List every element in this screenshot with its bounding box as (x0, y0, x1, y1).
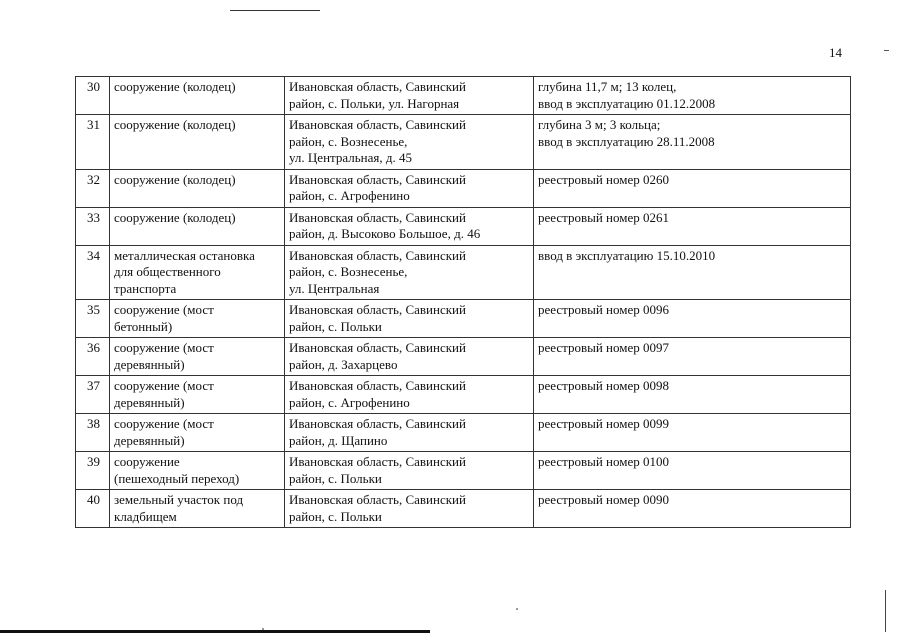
row-number: 32 (76, 169, 110, 207)
row-number: 34 (76, 245, 110, 300)
object-address: Ивановская область, Савинский район, с. Польки (285, 490, 534, 528)
bottom-scan-edge-line (0, 630, 430, 633)
table-row (76, 169, 851, 207)
object-address: Ивановская область, Савинский район, с. Вознесенье, ул. Центральная, д. 45 (285, 115, 534, 170)
table-row (76, 490, 851, 528)
object-name: сооружение (мост деревянный) (110, 338, 285, 376)
object-info: глубина 3 м; 3 кольца; ввод в эксплуатацию 28.11.2008 (534, 115, 851, 170)
object-info: реестровый номер 0098 (534, 376, 851, 414)
object-info: реестровый номер 0096 (534, 300, 851, 338)
object-name: сооружение (колодец) (110, 77, 285, 115)
table-row (76, 77, 851, 115)
object-info: реестровый номер 0261 (534, 207, 851, 245)
property-registry-table (75, 76, 851, 528)
object-name: земельный участок под кладбищем (110, 490, 285, 528)
table-row (76, 115, 851, 170)
row-number: 37 (76, 376, 110, 414)
object-name: сооружение (колодец) (110, 169, 285, 207)
page-number: 14 (829, 45, 842, 60)
object-name: сооружение (колодец) (110, 207, 285, 245)
object-info: ввод в эксплуатацию 15.10.2010 (534, 245, 851, 300)
row-number: 40 (76, 490, 110, 528)
table-row (76, 452, 851, 490)
object-info: реестровый номер 0260 (534, 169, 851, 207)
object-name: сооружение (мост деревянный) (110, 376, 285, 414)
right-scan-edge-line (885, 590, 886, 632)
object-address: Ивановская область, Савинский район, с. Польки (285, 300, 534, 338)
top-rule-line (230, 10, 320, 11)
row-number: 38 (76, 414, 110, 452)
object-address: Ивановская область, Савинский район, с. Польки, ул. Нагорная (285, 77, 534, 115)
row-number: 39 (76, 452, 110, 490)
object-info: реестровый номер 0090 (534, 490, 851, 528)
object-address: Ивановская область, Савинский район, с. Агрофенино (285, 169, 534, 207)
row-number: 36 (76, 338, 110, 376)
scan-speck (516, 608, 518, 610)
object-name: сооружение (колодец) (110, 115, 285, 170)
object-address: Ивановская область, Савинский район, д. Высоково Большое, д. 46 (285, 207, 534, 245)
object-name: металлическая остановка для общественного транспорта (110, 245, 285, 300)
row-number: 33 (76, 207, 110, 245)
object-address: Ивановская область, Савинский район, д. Щапино (285, 414, 534, 452)
table-row (76, 338, 851, 376)
object-address: Ивановская область, Савинский район, д. Захарцево (285, 338, 534, 376)
table-row (76, 414, 851, 452)
object-info: глубина 11,7 м; 13 колец, ввод в эксплуатацию 01.12.2008 (534, 77, 851, 115)
object-address: Ивановская область, Савинский район, с. Польки (285, 452, 534, 490)
table-row (76, 245, 851, 300)
object-address: Ивановская область, Савинский район, с. Агрофенино (285, 376, 534, 414)
object-name: сооружение (мост бетонный) (110, 300, 285, 338)
object-info: реестровый номер 0100 (534, 452, 851, 490)
object-info: реестровый номер 0097 (534, 338, 851, 376)
object-name: сооружение (мост деревянный) (110, 414, 285, 452)
margin-dash-mark (884, 50, 889, 51)
object-address: Ивановская область, Савинский район, с. Вознесенье, ул. Центральная (285, 245, 534, 300)
row-number: 30 (76, 77, 110, 115)
object-name: сооружение (пешеходный переход) (110, 452, 285, 490)
object-info: реестровый номер 0099 (534, 414, 851, 452)
table-row (76, 207, 851, 245)
row-number: 31 (76, 115, 110, 170)
row-number: 35 (76, 300, 110, 338)
table-row (76, 376, 851, 414)
table-row (76, 300, 851, 338)
